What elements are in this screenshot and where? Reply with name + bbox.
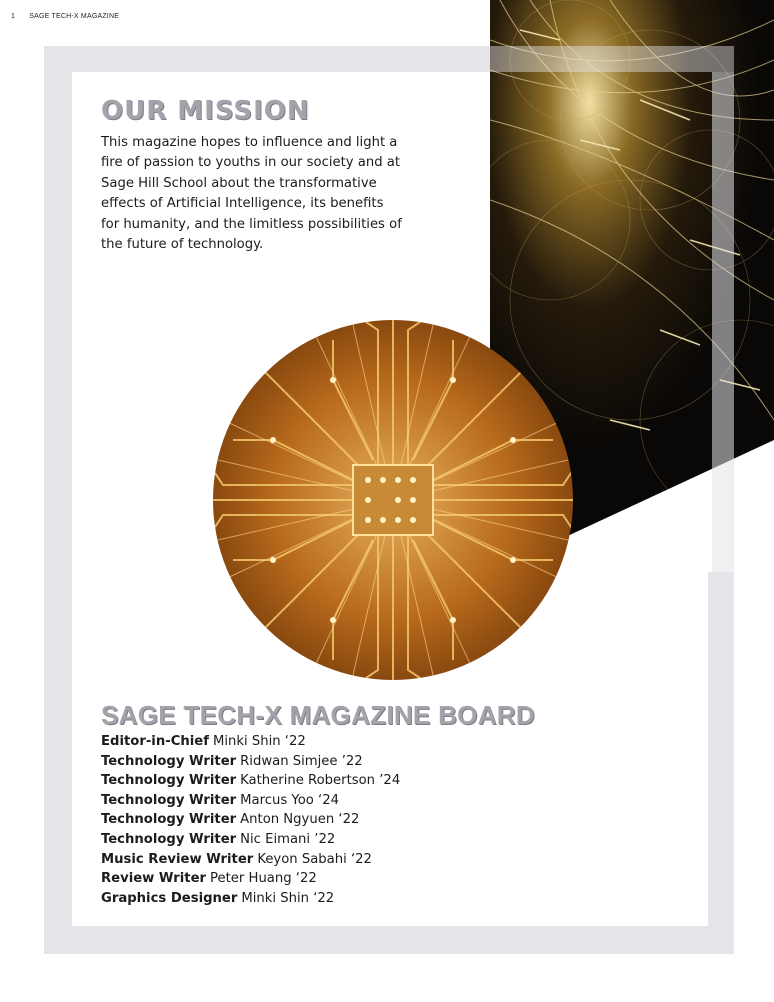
board-member	[101, 752, 400, 772]
member-role: Graphics Designer	[101, 890, 238, 906]
member-role: Review Writer	[101, 871, 207, 887]
member-name: Keyon Sabahi ‘22	[257, 851, 372, 867]
board-member	[101, 791, 400, 811]
mission-line: This magazine hopes to influence and light a	[101, 135, 398, 150]
board-member	[101, 889, 400, 909]
board-member	[101, 732, 400, 752]
board-member	[101, 810, 400, 830]
member-role: Technology Writer	[101, 792, 237, 808]
board-member	[101, 771, 400, 791]
member-role: Technology Writer	[101, 753, 237, 769]
board-member	[101, 830, 400, 850]
member-name: Marcus Yoo ‘24	[240, 792, 340, 808]
member-role: Technology Writer	[101, 773, 237, 789]
magazine-name: SAGE TECH-X MAGAZINE	[29, 13, 120, 20]
board-title: SAGE TECH-X MAGAZINE BOARD	[101, 700, 535, 730]
mission-line: effects of Artificial Intelligence, its benefits	[101, 196, 384, 212]
mission-line: Sage Hill School about the transformative	[101, 175, 377, 191]
board-list	[101, 732, 400, 908]
member-name: Minki Shin ‘22	[212, 734, 306, 749]
frame-overlay-top	[490, 46, 734, 72]
member-role: Editor-in-Chief	[101, 734, 209, 749]
page-number: 1	[11, 13, 16, 20]
member-role: Technology Writer	[101, 812, 237, 828]
mission-line: for humanity, and the limitless possibilities of	[101, 216, 402, 232]
mission-line: fire of passion to youths in our society and at	[101, 155, 401, 171]
member-name: Katherine Robertson ’24	[240, 773, 401, 789]
member-name: Anton Ngyuen ‘22	[240, 812, 360, 828]
mission-line: the future of technology.	[101, 237, 264, 253]
member-name: Ridwan Simjee ’22	[240, 753, 363, 769]
frame-overlay-right	[712, 72, 734, 572]
member-name: Nic Eimani ’22	[240, 831, 336, 847]
page-header	[11, 13, 119, 20]
mission-title: OUR MISSION	[101, 96, 310, 126]
board-member	[101, 869, 400, 889]
member-role: Music Review Writer	[101, 851, 254, 867]
member-name: Peter Huang ‘22	[210, 871, 317, 887]
circuit-board-image	[213, 320, 573, 680]
member-role: Technology Writer	[101, 831, 237, 847]
board-member	[101, 850, 400, 870]
member-name: Minki Shin ‘22	[241, 890, 335, 906]
mission-text	[101, 133, 419, 255]
